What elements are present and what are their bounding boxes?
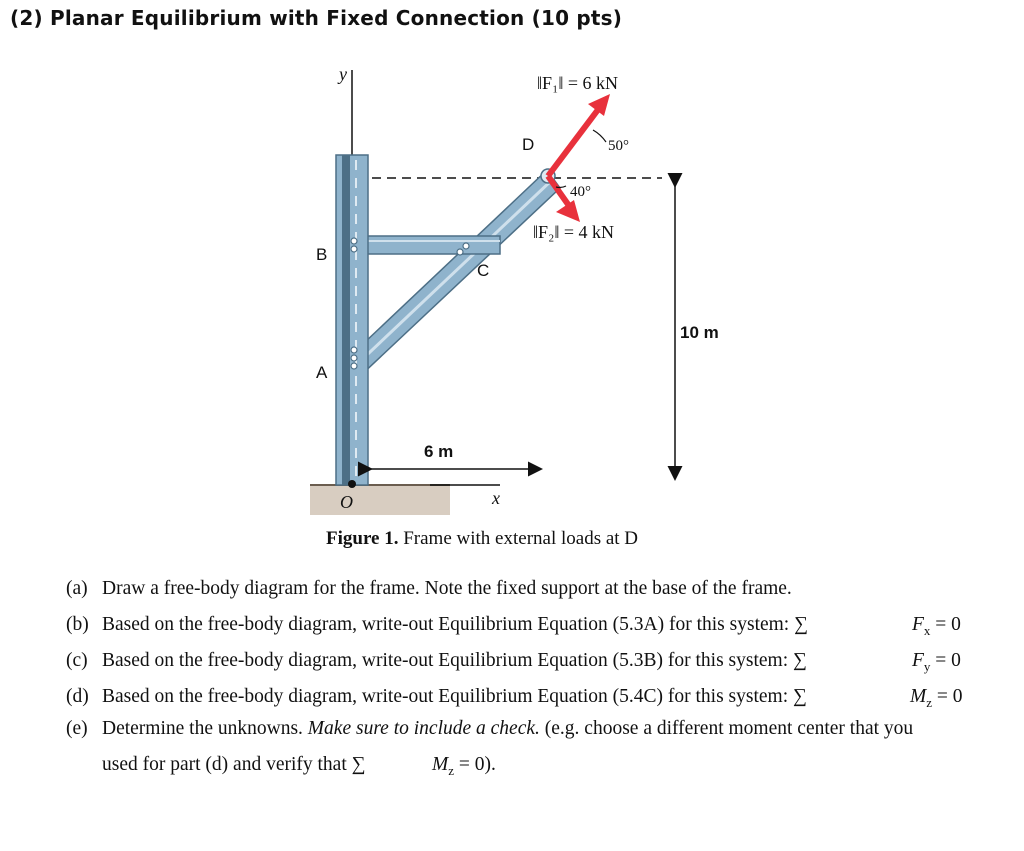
eq-sub: y [923, 658, 931, 674]
part-label: (b) [66, 614, 89, 635]
origin-dot [348, 480, 356, 488]
part-e-line2 [102, 754, 366, 776]
part-text: used for part (d) and verify that ∑ [102, 754, 366, 775]
angle-50-label: 50° [608, 138, 629, 154]
caption-text: Frame with external loads at D [398, 528, 639, 549]
equation-mz-check [432, 754, 496, 779]
frame-figure [290, 60, 730, 520]
part-text: Based on the free-body diagram, write-out Equilibrium Equation (5.3A) for this system: ∑ [102, 614, 808, 635]
eq-rhs: = 0 [930, 614, 961, 635]
force-f2-label: ‖F₂‖ = 4 kN [533, 222, 615, 242]
horizontal-beam [352, 236, 500, 254]
point-c-label: C [477, 261, 490, 280]
caption-label: Figure 1. [326, 528, 399, 549]
part-text: Based on the free-body diagram, write-out Equilibrium Equation (5.4C) for this system: ∑ [102, 686, 807, 707]
ground [310, 485, 450, 515]
x-axis-label: x [492, 488, 500, 508]
part-label: (c) [66, 650, 88, 671]
point-b-label: B [316, 245, 328, 264]
eq-rhs: = 0 [932, 686, 963, 707]
part-text: Based on the free-body diagram, write-out Equilibrium Equation (5.3B) for this system: ∑ [102, 650, 807, 671]
part-text-tail: (e.g. choose a different moment center that you [539, 718, 914, 739]
part-a [66, 578, 792, 600]
equation-fx [912, 614, 961, 639]
equation-mz [910, 686, 963, 711]
dim-height-label: 10 m [680, 323, 719, 342]
part-d [66, 686, 807, 708]
point-a-label: A [316, 363, 328, 382]
part-label: (e) [66, 718, 88, 739]
part-label: (d) [66, 686, 89, 707]
force-f1-arrow [548, 103, 603, 176]
eq-sub: z [926, 694, 933, 710]
problem-heading: (2) Planar Equilibrium with Fixed Connection (10 pts) [10, 6, 623, 30]
part-b [66, 614, 808, 636]
eq-sub: x [923, 622, 931, 638]
equation-fy [912, 650, 961, 675]
part-label: (a) [66, 578, 88, 599]
origin-label: O [340, 492, 353, 512]
dim-width-label: 6 m [424, 442, 454, 461]
eq-var: M [910, 686, 927, 707]
eq-var: M [432, 754, 449, 775]
point-d-label: D [522, 135, 535, 154]
eq-rhs: = 0 [930, 650, 961, 671]
part-text: Draw a free-body diagram for the frame. Note the fixed support at the base of the frame. [102, 578, 792, 599]
part-text: Determine the unknowns. [102, 718, 308, 739]
part-c [66, 650, 807, 672]
part-text-italic: Make sure to include a check. [307, 718, 540, 739]
angle-arc-50 [593, 130, 606, 142]
eq-var: F [912, 614, 924, 635]
angle-40-label: 40° [570, 184, 591, 200]
figure-caption [326, 528, 638, 550]
eq-sub: z [448, 762, 455, 778]
y-axis-label: y [339, 64, 347, 84]
eq-rhs: = 0). [454, 754, 496, 775]
force-f1-label: ‖F₁‖ = 6 kN [537, 73, 619, 93]
vertical-column [336, 155, 368, 485]
eq-var: F [912, 650, 924, 671]
part-e [66, 718, 913, 740]
